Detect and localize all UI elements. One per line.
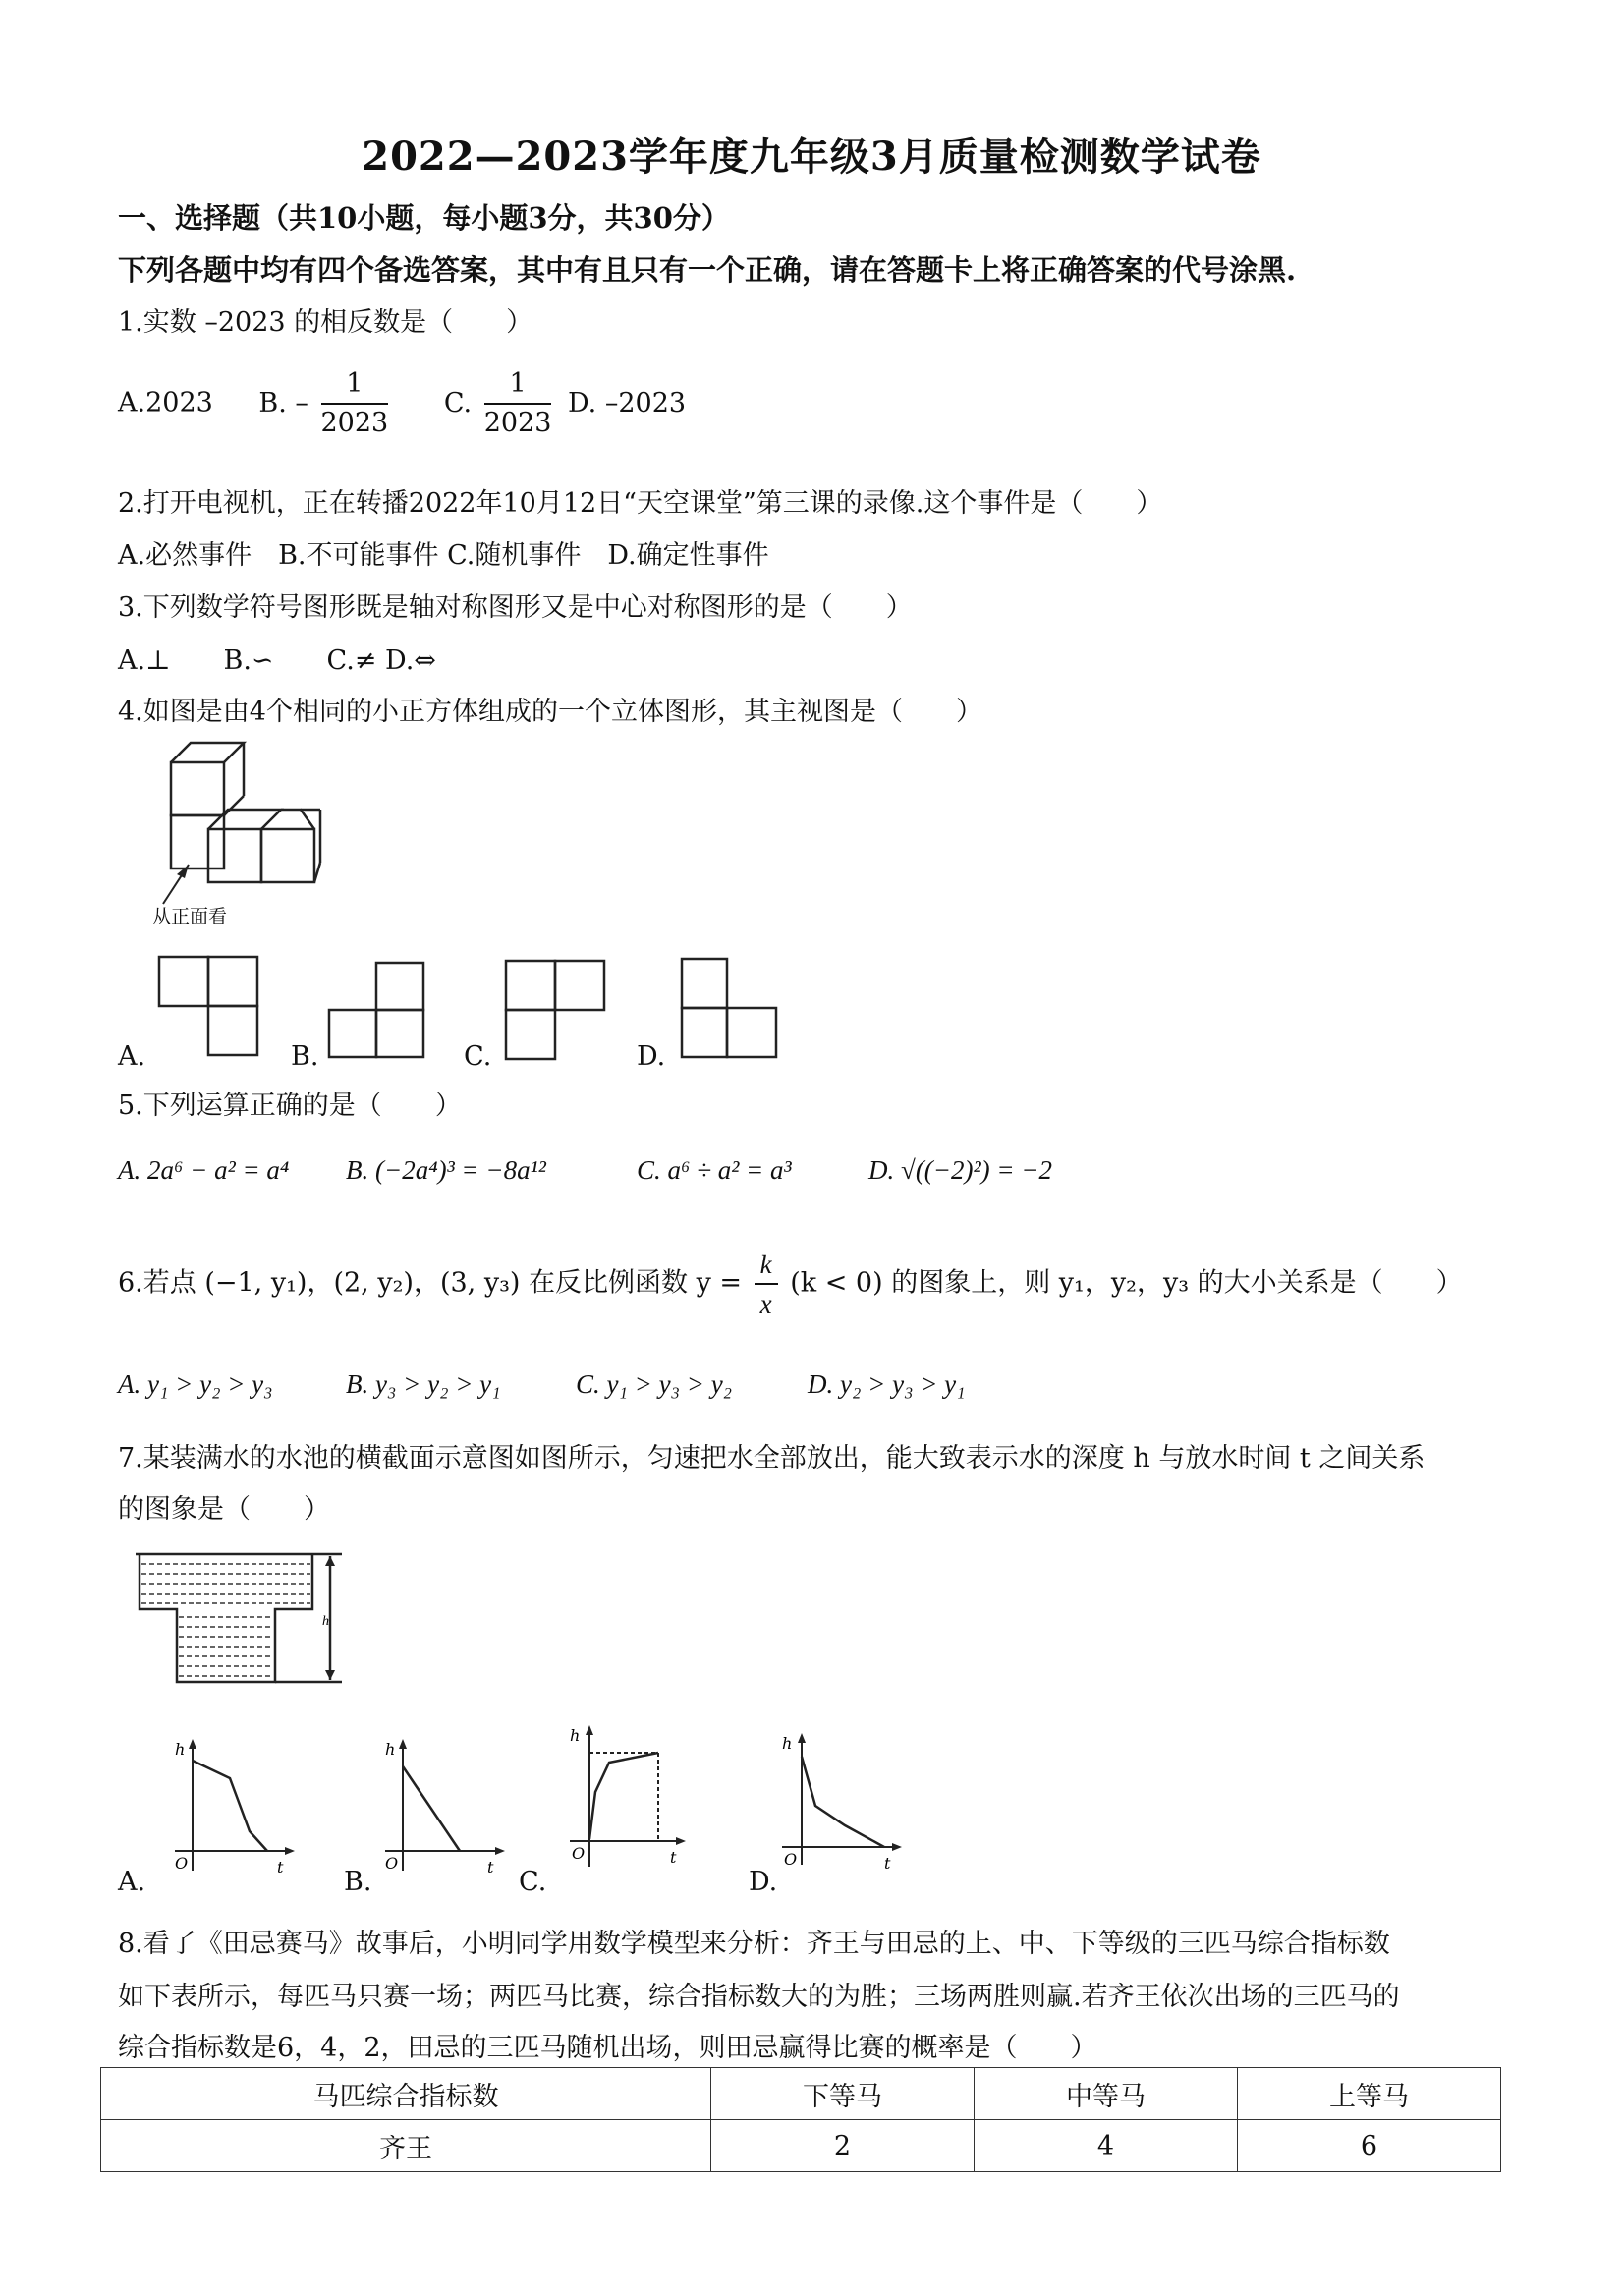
q5-option-d: D. √((−2)²) = −2 — [868, 1155, 1053, 1185]
q8-stem-line1: 8.看了《田忌赛马》故事后，小明同学用数学模型来分析：齐王与田忌的上、中、下等级的三匹马综合指标数 — [118, 1929, 1390, 1959]
q7-label-a: A. — [118, 1867, 146, 1897]
q1-options — [118, 365, 686, 442]
q7-d-axis-t: t — [884, 1854, 891, 1873]
q1-b-denominator: 2023 — [320, 408, 389, 438]
q7-b-origin: O — [385, 1854, 399, 1873]
q8-table-cell: 齐王 — [101, 2120, 711, 2172]
q8-stem-line2: 如下表所示，每匹马只赛一场；两匹马比赛，综合指标数大的为胜；三场两胜则赢.若齐王依次出场的三匹马的 — [118, 1982, 1400, 2012]
q8-table-header: 中等马 — [974, 2068, 1237, 2120]
q7-graph-d — [782, 1727, 910, 1875]
q8-table-header: 下等马 — [710, 2068, 974, 2120]
q5-option-a: A. 2a⁶ − a² = a⁴ — [118, 1155, 290, 1185]
q1-option-d: D. –2023 — [568, 387, 687, 419]
q6-option-b: B. y₃ > y₂ > y₁ — [346, 1370, 501, 1399]
q1-c-numerator: 1 — [484, 365, 552, 405]
q7-stem-line2: 的图象是（ ） — [118, 1494, 330, 1525]
q7-graph-b — [385, 1733, 513, 1880]
q7-d-axis-h: h — [782, 1734, 793, 1753]
q4-caption: 从正面看 — [152, 906, 228, 927]
q7-label-b: B. — [344, 1867, 372, 1897]
q3-stem: 3.下列数学符号图形既是轴对称图形又是中心对称图形的是（ ） — [118, 592, 913, 623]
q1-b-numerator: 1 — [321, 365, 389, 405]
q4-option-c-figure — [506, 959, 614, 1061]
q4-label-d: D. — [637, 1041, 666, 1072]
q5-stem: 5.下列运算正确的是（ ） — [118, 1091, 462, 1121]
q8-table-header-row — [101, 2068, 1501, 2120]
q6-option-c: C. y₁ > y₃ > y₂ — [576, 1370, 733, 1399]
q6-fraction — [755, 1246, 778, 1322]
q4-label-c: C. — [464, 1041, 492, 1072]
q5-option-b: B. (−2a⁴)³ = −8a¹² — [346, 1155, 546, 1185]
page-title: 2022—2023学年度九年级3月质量检测数学试卷 — [362, 134, 1261, 180]
q7-c-axis-t: t — [670, 1848, 677, 1867]
q2-stem: 2.打开电视机，正在转播2022年10月12日“天空课堂”第三课的录像.这个事件是（ ） — [118, 488, 1163, 519]
q4-label-a: A. — [118, 1041, 146, 1072]
q7-label-d: D. — [749, 1867, 778, 1897]
q8-table — [100, 2067, 1501, 2172]
q6-option-a: A. y₁ > y₂ > y₃ — [118, 1370, 273, 1399]
q2-options: A.必然事件 B.不可能事件 C.随机事件 D.确定性事件 — [118, 540, 769, 571]
q7-a-origin: O — [175, 1854, 189, 1873]
q8-table-row — [101, 2120, 1501, 2172]
q8-stem-line3: 综合指标数是6，4，2，田忌的三匹马随机出场，则田忌赢得比赛的概率是（ ） — [118, 2033, 1097, 2063]
q1-c-denominator: 2023 — [483, 408, 552, 438]
q7-label-c: C. — [519, 1867, 547, 1897]
q8-table-cell: 2 — [710, 2120, 974, 2172]
q4-option-a-figure — [157, 955, 265, 1057]
instruction-text: 下列各题中均有四个备选答案，其中有且只有一个正确，请在答题卡上将正确答案的代号涂黑. — [118, 253, 1297, 287]
q7-a-axis-t: t — [277, 1858, 284, 1876]
q7-stem-line1: 7.某装满水的水池的横截面示意图如图所示，匀速把水全部放出，能大致表示水的深度 h 与放水时间 t 之间关系 — [118, 1443, 1426, 1474]
q8-table-header: 上等马 — [1237, 2068, 1500, 2120]
q7-b-axis-t: t — [487, 1858, 494, 1876]
q1-option-b-fraction — [321, 365, 389, 442]
q7-pool-figure — [136, 1552, 352, 1690]
q6-stem — [118, 1246, 1463, 1322]
q6-stem-part-a: 6.若点 (−1, y₁)，(2, y₂)，(3, y₃) 在反比例函数 y = — [118, 1267, 743, 1299]
q1-option-c-prefix: C. — [443, 387, 473, 419]
q6-stem-part-b: (k < 0) 的图象上，则 y₁，y₂，y₃ 的大小关系是（ ） — [790, 1267, 1463, 1299]
q8-table-header: 马匹综合指标数 — [101, 2068, 711, 2120]
q7-c-origin: O — [572, 1844, 586, 1863]
q8-table-cell: 6 — [1237, 2120, 1500, 2172]
q1-option-c-fraction — [484, 365, 552, 442]
section-heading: 一、选择题（共10小题，每小题3分，共30分） — [118, 201, 730, 235]
q5-option-c: C. a⁶ ÷ a² = a³ — [637, 1155, 792, 1185]
q7-graph-c — [554, 1719, 692, 1876]
q7-graph-a — [175, 1733, 303, 1880]
q7-pool-h-label: h — [322, 1614, 329, 1629]
q7-c-axis-h: h — [570, 1726, 581, 1745]
q3-options: A.⊥ B.∽ C.≠ D.⇔ — [118, 645, 436, 676]
q4-option-d-figure — [680, 957, 788, 1059]
q8-table-cell: 4 — [974, 2120, 1237, 2172]
q1-stem: 1.实数 –2023 的相反数是（ ） — [118, 308, 533, 338]
q6-frac-denominator: x — [759, 1289, 772, 1318]
q1-option-a: A.2023 — [118, 387, 213, 419]
q7-d-origin: O — [784, 1850, 798, 1869]
q4-stem: 4.如图是由4个相同的小正方体组成的一个立体图形，其主视图是（ ） — [118, 697, 982, 727]
q7-b-axis-h: h — [385, 1740, 396, 1759]
q1-option-b-prefix: B. – — [258, 387, 308, 419]
q4-label-b: B. — [291, 1041, 319, 1072]
q7-a-axis-h: h — [175, 1740, 186, 1759]
q6-frac-numerator: k — [755, 1246, 778, 1285]
q6-option-d: D. y₂ > y₃ > y₁ — [808, 1370, 966, 1399]
q4-option-b-figure — [329, 961, 437, 1059]
